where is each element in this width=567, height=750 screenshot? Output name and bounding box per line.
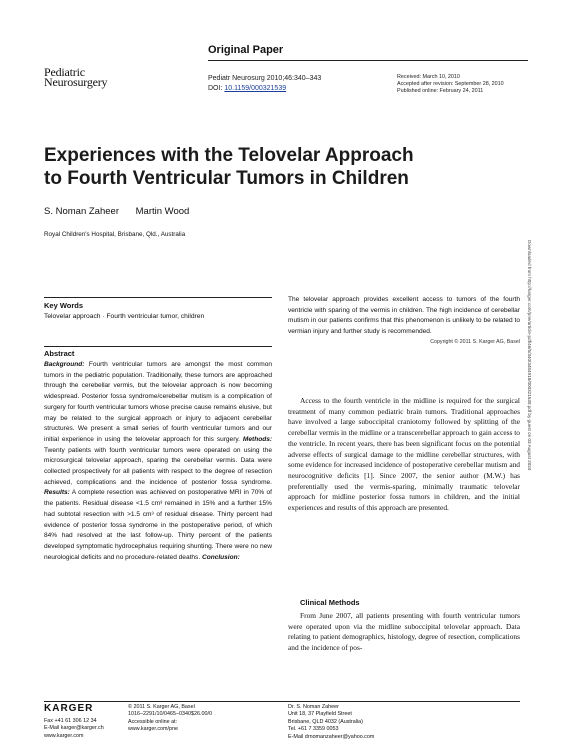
accepted-date: Accepted after revision: September 28, 2010 — [397, 81, 504, 87]
access-label: Accessible online at: — [128, 718, 178, 725]
keywords-text: Telovelar approach · Fourth ventricular tumor, children — [44, 313, 205, 320]
correspondence — [288, 704, 374, 741]
header-rule — [208, 60, 528, 61]
author: Martin Wood — [135, 206, 190, 217]
methods-text: Twenty patients with fourth ventricular tumors were operated on using the microsurgical telovelar approach, sparing the cerebellar vermis. Data were collected prospectively for all patients with respect to the degree of resection achieved, complications and the incidence of posterior fossa syndrome. — [44, 446, 272, 486]
author-list — [44, 206, 203, 217]
doi-line — [208, 84, 321, 94]
journal-logo-line: Neurosurgery — [44, 75, 108, 89]
abstract-rule — [44, 346, 272, 347]
introduction — [288, 396, 520, 514]
abstract-copyright: Copyright © 2011 S. Karger AG, Basel — [430, 338, 520, 345]
access-link[interactable]: www.karger.com/pne — [128, 726, 179, 733]
background-label: Background: — [44, 361, 85, 368]
title-line: Experiences with the Telovelar Approach — [44, 145, 414, 166]
journal-logo-line: Pediatric — [44, 65, 85, 79]
methods-label: Methods: — [242, 435, 273, 443]
abstract-paragraph — [44, 360, 272, 563]
section-label: Original Paper — [208, 44, 284, 56]
conclusion-text: The telovelar approach provides excellent access to tumors of the fourth ventricle with sparing of the vermis in children. The high incidence of cerebellar mutism in our patients confirms that this phenomenon is unlikely to be related to vermian injury and further study is recommended. — [288, 296, 520, 336]
published-date: Published online: February 24, 2011 — [397, 88, 484, 94]
correspondence-phone: Tel. +61 7 3359 0053 — [288, 726, 339, 733]
correspondence-city: Brisbane, QLD 4032 (Australia) — [288, 718, 363, 725]
article-history — [397, 74, 504, 95]
conclusion-label: Conclusion: — [201, 553, 240, 561]
author: S. Noman Zaheer — [44, 206, 119, 217]
journal-logo — [44, 67, 162, 87]
title-line: to Fourth Ventricular Tumors in Children — [44, 168, 409, 189]
citation: Pediatr Neurosurg 2010;46:340–343 — [208, 75, 322, 82]
clinical-methods — [288, 611, 520, 653]
correspondence-name: Dr. S. Noman Zaheer — [288, 704, 339, 710]
publisher-fax: Fax +41 61 306 12 34 — [44, 718, 97, 724]
results-text: A complete resection was achieved on postoperative MRI in 70% of the patients. Residual disease <1.5 cm³ remained in 15% and a further 15% had subtotal resection with >1.5 cm³ of residual disease. Thirty percent had evidence of posterior fossa syndrome in the postoperative period, of which 84% had resolved at the last follow-up. Thirty percent of the patients developed symptomatic hydrocephalus requiring shunting. There were no new neurological deficits and no procedure-related deaths. — [44, 489, 272, 561]
correspondence-email[interactable]: E-Mail drnomanzaheer@yahoo.com — [288, 733, 375, 740]
correspondence-street: Unit 18, 37 Playfield Street — [288, 711, 352, 718]
publisher-logo: KARGER — [44, 703, 94, 714]
doi-label: DOI: — [208, 84, 223, 92]
citation-block — [208, 74, 321, 93]
clinical-methods-heading: Clinical Methods — [300, 598, 360, 607]
affiliation: Royal Children's Hospital, Brisbane, Qld., Australia — [44, 231, 186, 238]
received-date: Received: March 10, 2010 — [397, 74, 460, 80]
introduction-paragraph: Access to the fourth ventricle in the midline is required for the surgical treatment of many common pediatric brain tumors. Traditional approaches have involved a large suboccipital craniotomy followed by splitting of the cerebellar vermis in the midline or a transcerebellar approach to gain access to the ventricle. In recent years, there has been significant focus on the potential adverse effects of surgical damage to the midline cerebellar structures, with some evidence for increased incidence of postoperative cerebellar mutism and neurocognitive deficits [1]. Since 2007, the senior author (M.W.) has preferentially used the vermis-sparing, minimally traumatic telovelar approach for midline posterior fossa tumors in children, and the initial experiences and results of this approach are presented. — [288, 396, 520, 513]
download-watermark: Downloaded from http://karger.com/pne/article-pdf/46/5/340/3484918/000321539.pdf by guest on 03 August 2024 — [527, 240, 532, 471]
doi-link[interactable]: 10.1159/000321539 — [224, 84, 287, 92]
publisher-email: E-Mail karger@karger.ch — [44, 725, 104, 732]
results-label: Results: — [44, 489, 70, 497]
abstract-body — [44, 360, 272, 563]
clinical-methods-paragraph: From June 2007, all patients presenting with fourth ventricular tumors were operated upon via the midline suboccipital telovelar approach. Data relating to patient demographics, histology, degree of resection, complications and the incidence of pos- — [288, 611, 520, 652]
footer-rule — [44, 701, 520, 702]
keywords-heading: Key Words — [44, 301, 84, 310]
abstract-heading: Abstract — [44, 349, 75, 358]
issn-line: 1016–2291/10/0465–0340$26.00/0 — [128, 711, 212, 718]
publisher-website[interactable]: www.karger.com — [44, 732, 84, 739]
keywords-rule — [44, 297, 272, 298]
article-title — [44, 144, 514, 190]
footer-copyright — [128, 704, 212, 734]
background-text: Fourth ventricular tumors are amongst the most common tumors in the pediatric population. Traditionally, these tumors are approached through the cerebellar vermis, but the telovelar approach is now becoming widespread. Posterior fossa syndrome/cerebellar mutism is a complication of surgery for fourth ventricular tumors whose precise cause remains elusive, but may be related to the surgical approach or injury to adjacent cerebellar structures. We present a small series of fourth ventricular tumors and our initial experience in using the telovelar approach for this surgery. — [44, 361, 272, 443]
publisher-contact — [44, 718, 104, 740]
abstract-continuation — [288, 295, 520, 346]
copyright-line: © 2011 S. Karger AG, Basel — [128, 704, 195, 710]
